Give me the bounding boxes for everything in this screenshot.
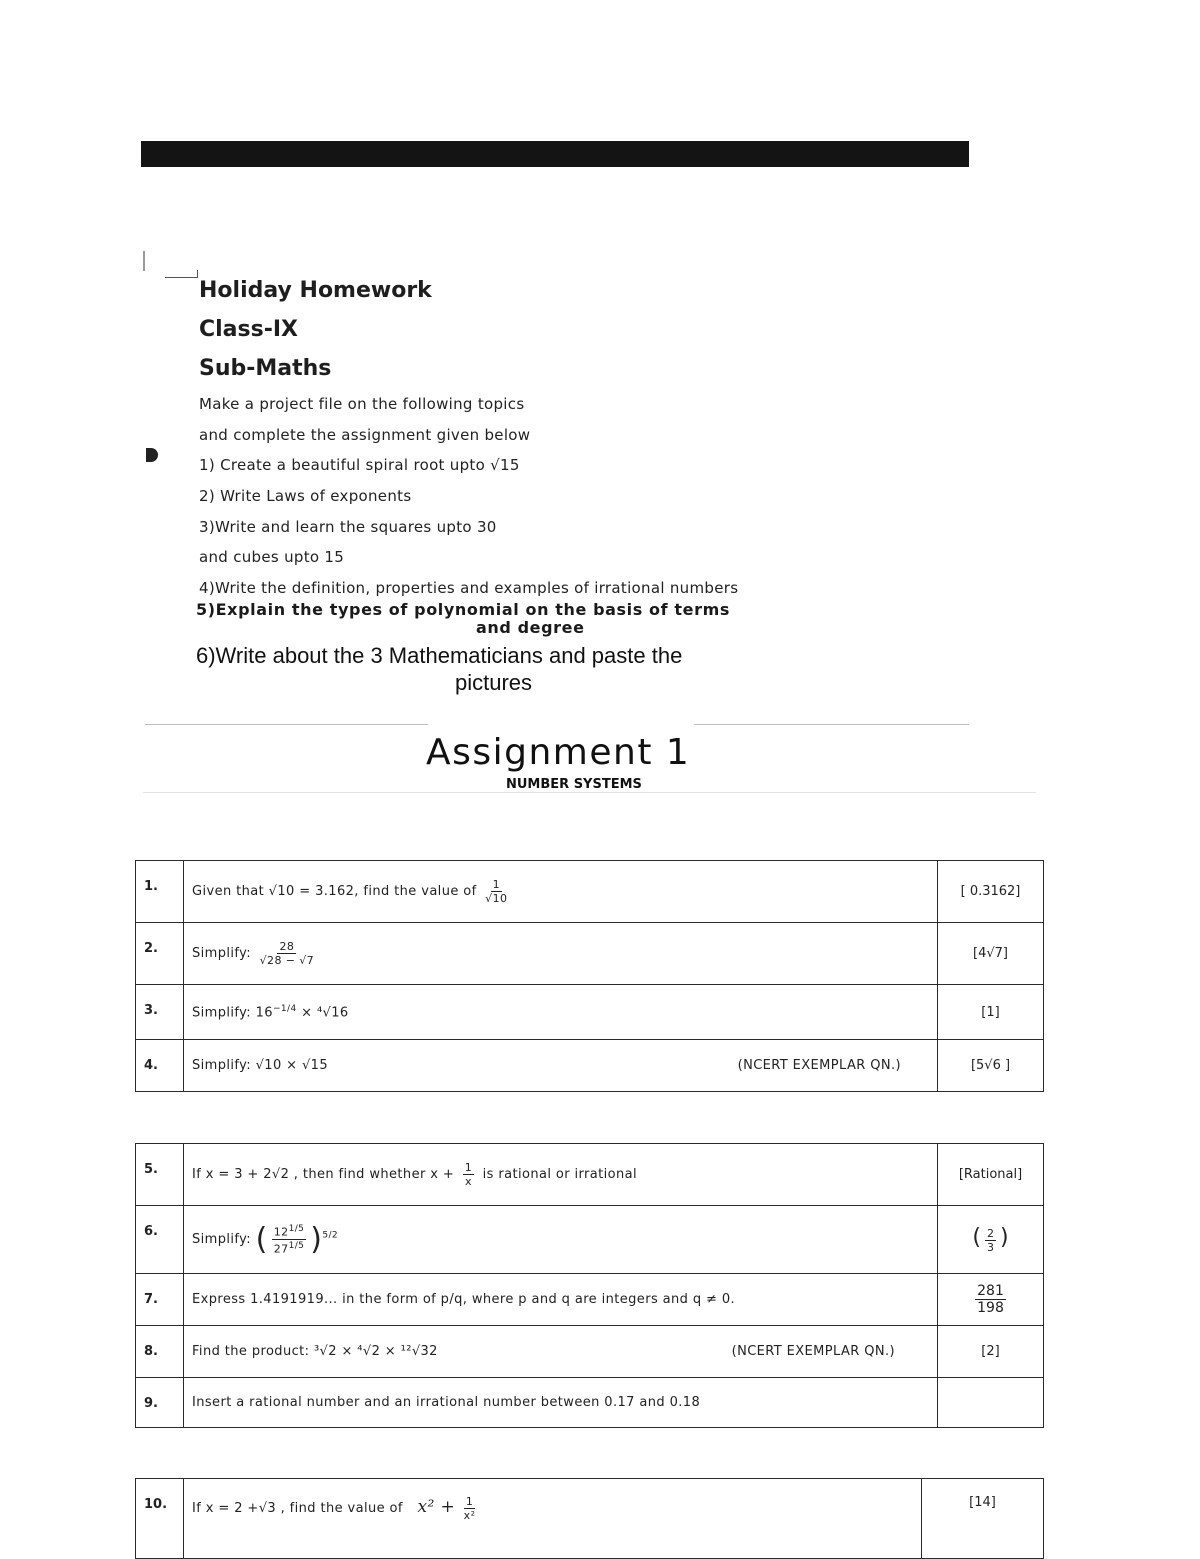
homework-line: 4)Write the definition, properties and examples of irrational numbers [199, 579, 739, 597]
expression: x² + [417, 1497, 456, 1517]
question-text: Find the product: ³√2 × ⁴√2 × ¹²√32 [192, 1344, 438, 1359]
fraction [485, 878, 507, 905]
close-paren: ) [310, 1222, 323, 1257]
answer: [2] [938, 1326, 1044, 1378]
homework-line: Make a project file on the following topics [199, 395, 525, 413]
question-text: Simplify: 16 [192, 1005, 273, 1021]
question-number: 4. [136, 1040, 184, 1092]
homework-line: 1) Create a beautiful spiral root upto √15 [199, 456, 520, 474]
question-text: Simplify: √10 × √15 [192, 1058, 329, 1073]
fraction [463, 1161, 474, 1188]
question-number: 6. [136, 1206, 184, 1274]
question-number: 3. [136, 985, 184, 1040]
exponent: −1/4 [272, 1003, 297, 1014]
numerator: 1 [464, 1161, 473, 1174]
question-text-cell [184, 1326, 938, 1378]
question-text-cell [184, 1206, 938, 1274]
question-text: Insert a rational number and an irrational number between 0.17 and 0.18 [192, 1395, 701, 1410]
question-text: Express 1.4191919... in the form of p/q, where p and q are integers and q ≠ 0. [192, 1292, 736, 1307]
question-number: 10. [136, 1479, 184, 1559]
numerator: 1 [465, 1495, 474, 1508]
homework-line: 3)Write and learn the squares upto 30 [199, 518, 497, 536]
exemplar-note: (NCERT EXEMPLAR QN.) [737, 1058, 901, 1073]
denominator: x [464, 1175, 472, 1188]
scan-mark [197, 270, 198, 278]
question-number: 9. [136, 1378, 184, 1428]
scan-mark [165, 277, 198, 278]
homework-subject: Sub-Maths [199, 356, 332, 381]
question-number: 2. [136, 923, 184, 985]
table-row [136, 1144, 1044, 1206]
answer: [ 0.3162] [938, 861, 1044, 923]
question-text-cell [184, 923, 938, 985]
divider [145, 724, 428, 725]
homework-item-5-cont: and degree [476, 618, 585, 637]
table-row [136, 1274, 1044, 1326]
homework-title: Holiday Homework [199, 278, 432, 303]
divider [694, 724, 969, 725]
answer-cell: ( $\frac{2}{3}$ ) [938, 1206, 1044, 1274]
question-table-3 [135, 1478, 1044, 1559]
exemplar-note: (NCERT EXEMPLAR QN.) [731, 1344, 895, 1359]
scan-mark [143, 251, 145, 271]
table-row [136, 985, 1044, 1040]
table-row [136, 1326, 1044, 1378]
numerator: 1 [492, 878, 500, 891]
question-text-tail: × ⁴√16 [296, 1005, 349, 1021]
question-table-2 [135, 1143, 1044, 1428]
homework-line: and cubes upto 15 [199, 548, 345, 566]
assignment-subtitle: NUMBER SYSTEMS [506, 777, 642, 792]
question-text-cell [184, 1378, 938, 1428]
question-number: 7. [136, 1274, 184, 1326]
question-text-cell [184, 985, 938, 1040]
assignment-title: Assignment 1 [426, 732, 691, 773]
question-text-cell [184, 1144, 938, 1206]
homework-item-6: 6)Write about the 3 Mathematicians and paste the [196, 643, 683, 668]
denominator: x² [463, 1509, 476, 1522]
answer-fraction: $\frac{281}{198}$ [977, 1283, 1004, 1316]
table-row [136, 1479, 1044, 1559]
question-text-cell [184, 1040, 938, 1092]
homework-item-5: 5)Explain the types of polynomial on the basis of terms [196, 600, 730, 619]
answer: [5√6 ] [938, 1040, 1044, 1092]
question-text: Simplify: [192, 1232, 252, 1247]
question-text-cell [184, 1274, 938, 1326]
divider [143, 792, 1036, 793]
question-table-1 [135, 860, 1044, 1092]
table-row [136, 1206, 1044, 1274]
question-text: Given that √10 = 3.162, find the value of [192, 884, 477, 899]
question-text: Simplify: [192, 946, 252, 961]
answer: [Rational] [938, 1144, 1044, 1206]
answer: [14] [922, 1479, 1044, 1559]
question-text: If x = 3 + 2√2 , then find whether x + [192, 1167, 455, 1182]
table-row [136, 923, 1044, 985]
numerator: 28 [279, 940, 295, 953]
homework-item-6-cont: pictures [455, 670, 533, 695]
question-text-cell [184, 1479, 922, 1559]
question-text-cell [184, 861, 938, 923]
table-row [136, 1378, 1044, 1428]
denominator: √10 [485, 892, 508, 905]
question-text: If x = 2 +√3 , find the value of [192, 1501, 403, 1516]
table-row [136, 1040, 1044, 1092]
homework-class: Class-IX [199, 317, 298, 342]
fraction [464, 1495, 476, 1522]
fraction [260, 940, 314, 967]
answer [938, 1378, 1044, 1428]
exponent: 5/2 [322, 1230, 339, 1241]
open-paren: ( [255, 1222, 268, 1257]
answer-fraction: $\frac{2}{3}$ [987, 1227, 994, 1254]
answer: [4√7] [938, 923, 1044, 985]
bullet-mark [146, 448, 158, 462]
homework-line: 2) Write Laws of exponents [199, 487, 412, 505]
table-row [136, 861, 1044, 923]
answer-cell [938, 1274, 1044, 1326]
denominator: √28 − √7 [259, 954, 315, 967]
answer: [1] [938, 985, 1044, 1040]
question-number: 5. [136, 1144, 184, 1206]
question-text-tail: is rational or irrational [478, 1167, 638, 1182]
top-black-bar [141, 141, 969, 167]
question-number: 8. [136, 1326, 184, 1378]
question-number: 1. [136, 861, 184, 923]
fraction: $\frac{12^{1/5}}{27^{1/5}}$ [273, 1224, 305, 1256]
homework-line: and complete the assignment given below [199, 426, 531, 444]
